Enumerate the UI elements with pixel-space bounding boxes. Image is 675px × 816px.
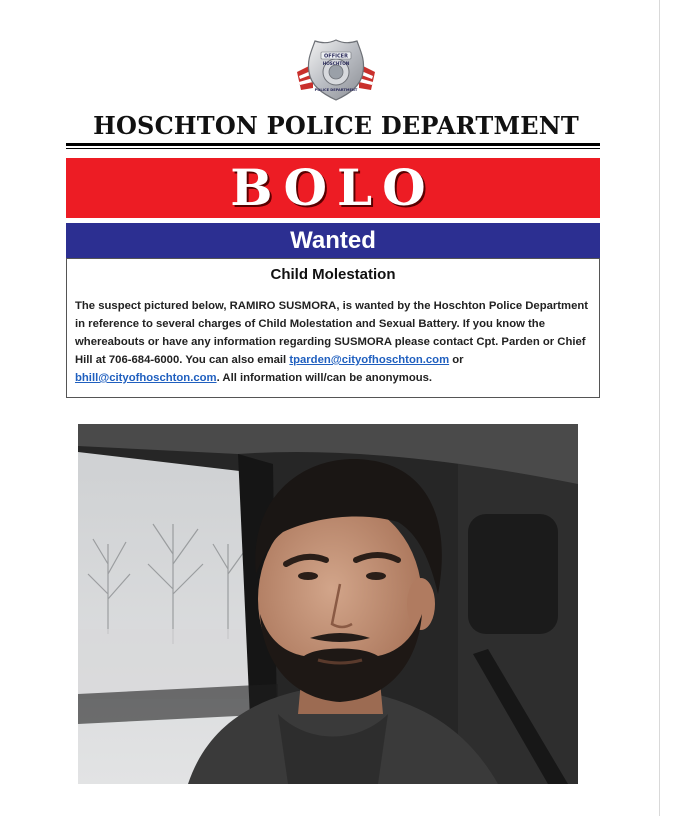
notice-box (66, 258, 600, 398)
wanted-banner (66, 223, 600, 258)
notice-text-part1: The suspect pictured below, RAMIRO SUSMORA, is wanted by the Hoschton Police Department in reference to several charges of Child Molestation and Sexual Battery. If you know the whereabouts or have any information regarding SUSMORA please contact Cpt. Parden or Chief Hill at 706-684-6000. You can also email (75, 300, 589, 366)
badge-middle-text: HOSCHTON (322, 61, 350, 66)
page-edge (659, 0, 660, 816)
notice-text-part2: or (449, 354, 464, 366)
title-rule-thick (66, 143, 600, 146)
email-link-bhill[interactable]: bhill@cityofhoschton.com (75, 372, 217, 384)
wanted-heading: Wanted (290, 227, 376, 254)
badge-bottom-text: POLICE DEPARTMENT (314, 88, 358, 92)
police-badge-icon (295, 38, 377, 102)
title-rule-thin (66, 148, 600, 149)
notice-paragraph (75, 297, 593, 387)
notice-text-part3: . All information will/can be anonymous. (216, 372, 433, 384)
bolo-heading: BOLO (230, 158, 436, 217)
charge-heading: Child Molestation (270, 266, 396, 283)
email-link-tparden[interactable]: tparden@cityofhoschton.com (289, 354, 450, 366)
bolo-banner (66, 158, 600, 218)
badge-top-text: OFFICER (324, 53, 348, 60)
suspect-photo (78, 424, 578, 784)
department-title: HOSCHTON POLICE DEPARTMENT (93, 111, 579, 140)
